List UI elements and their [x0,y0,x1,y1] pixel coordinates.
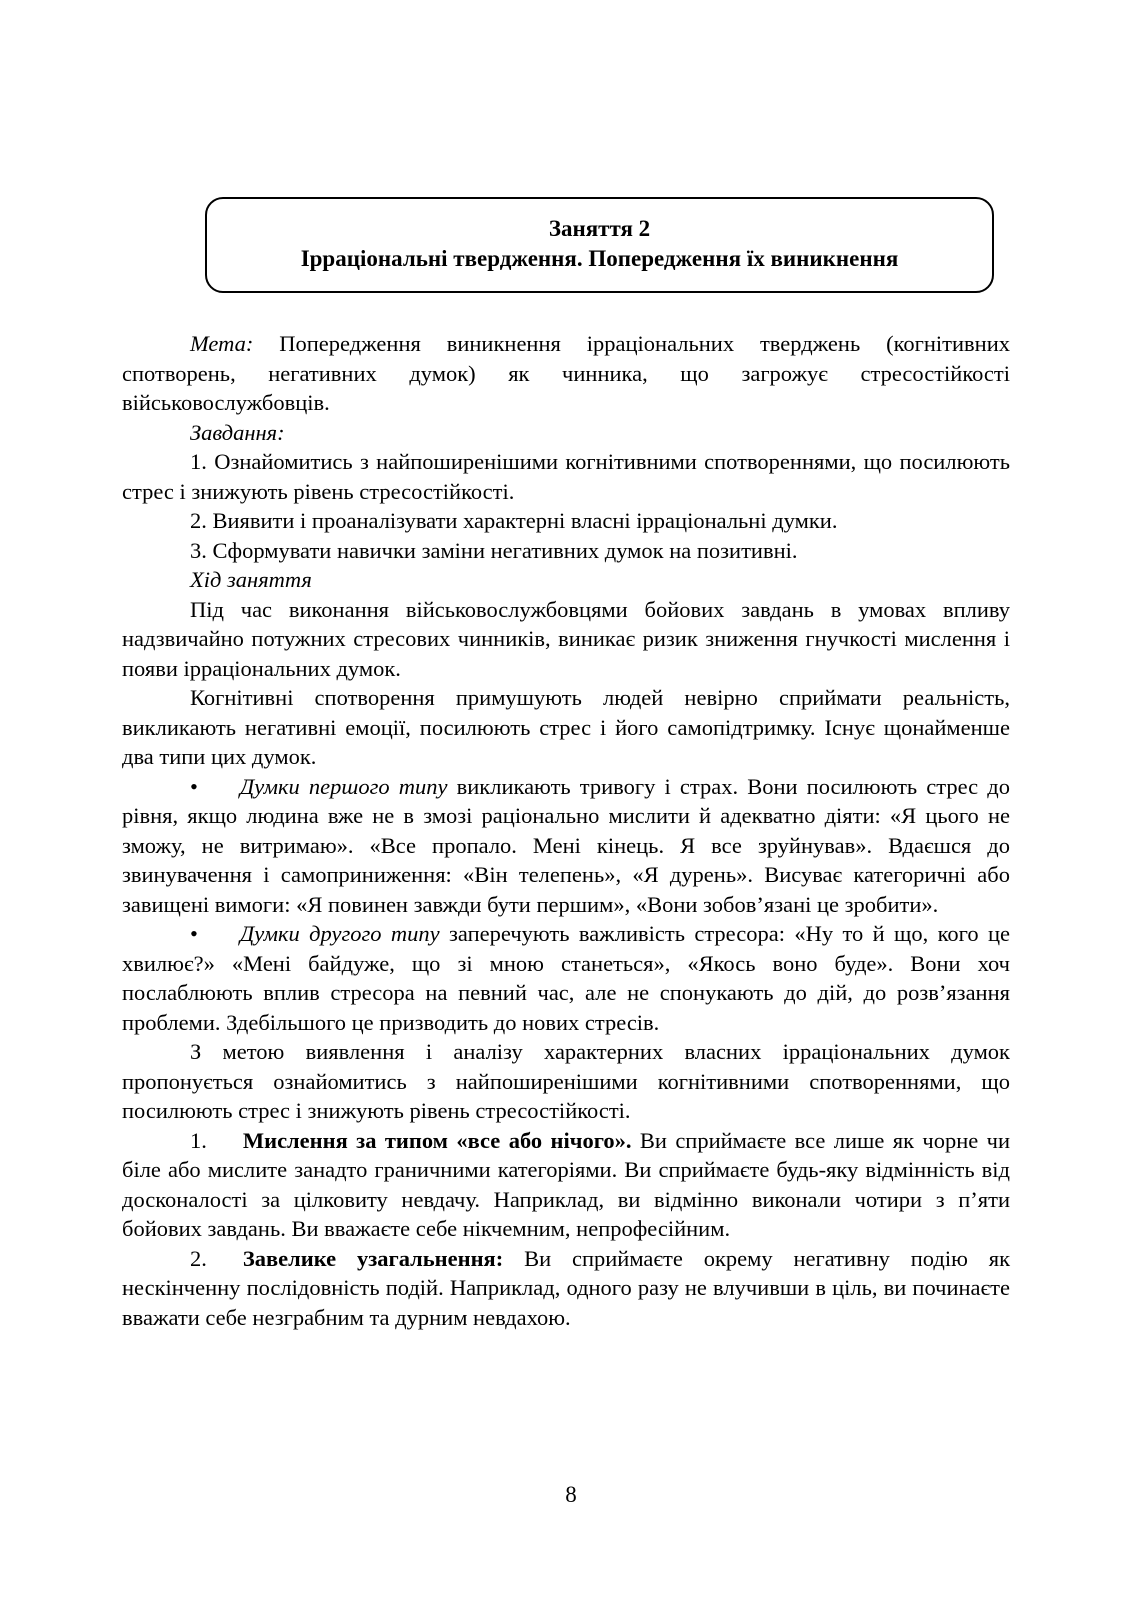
text-run: Мислення за типом «все або нічого». [242,1127,632,1153]
paragraph [122,536,1010,566]
text-run: Під час виконання військовослужбовцями бойових завдань в умовах впливу надзвичайно потужних стресових чинників, виникає ризик зниження гнучкості мислення і появи ірраціональних думок. [122,596,1010,681]
title-line-2: Ірраціональні твердження. Попередження їх виникнення [300,246,899,271]
document-body [122,329,1010,1332]
text-run: 2. Виявити і проаналізувати характерні власні ірраціональні думки. [190,508,838,533]
text-run: 3. Сформувати навички заміни негативних думок на позитивні. [190,537,798,563]
paragraph [122,772,1010,920]
document-content [122,0,1010,1332]
text-run: З метою виявлення і аналізу характерних власних ірраціональних думок пропонується ознайомитись з найпоширенішими когнітивними спотвореннями, що посилюють стрес і знижують рівень стресостійкості. [122,1039,1010,1123]
paragraph [122,1037,1010,1126]
paragraph [122,418,1010,448]
paragraph [122,506,1010,536]
text-run: викликають тривогу і страх. Вони посилюють стрес до рівня, якщо людина вже не в змозі раціонально мислити й адекватно діяти: «Я цього не зможу, не витримаю». «Все пропало. Мені кінець. Я все зруйнував». Вдаєшся до звинувачення і самоприниження: «Він телепень», «Я дурень». Висуває категоричні або завищені вимоги: «Я повинен завжди бути першим», «Вони зобов’язані це зробити». [122,773,1010,917]
paragraph [122,329,1010,418]
text-run: Ви сприймаєте все лише як чорне чи біле або мислите занадто граничними категоріями. Ви сприймаєте будь-яку відмінність від досконалості за цілковиту невдачу. Наприклад, ви відмінно виконали чотири з п’яти бойових завдань. Ви вважаєте себе нікчемним, непрофесійним. [122,1127,1010,1241]
paragraph [122,683,1010,772]
text-run: 1. [190,1127,207,1153]
text-run: Хід заняття [190,567,312,592]
paragraph [122,447,1010,506]
title-line-1: Заняття 2 [548,216,651,241]
text-run: 1. Ознайомитись з найпоширенішими когнітивними спотвореннями, що посилюють стрес і знижують рівень стресостійкості. [122,449,1010,504]
text-run: 2. [190,1245,207,1271]
paragraph [122,919,1010,1037]
page-number: 8 [565,1482,577,1507]
text-run: Ви сприймаєте окрему негативну подію як нескінченну послідовність подій. Наприклад, одного разу не влучивши в ціль, ви починаєте вважати себе незграбним та дурним невдахою. [122,1245,1010,1330]
paragraph [122,565,1010,595]
text-run: Думки першого типу [239,773,448,799]
text-run: Думки другого типу [239,921,440,946]
text-run: Завелике узагальнення: [242,1245,504,1271]
title-box [205,197,994,293]
text-run: Попередження виникнення ірраціональних тверджень (когнітивних спотворень, негативних думок) як чинника, що загрожує стресостійкості військовослужбовців. [122,331,1010,415]
bullet-marker: • [190,773,198,799]
text-run: Мета: [190,331,280,356]
bullet-marker: • [190,921,198,946]
text-run: заперечують важливість стресора: «Ну то й що, кого це хвилює?» «Мені байдуже, що зі мною станеться», «Якось воно буде». Вони хоч послаблюють вплив стресора на певний час, але не спонукають до дій, до розв’язання проблеми. Здебільшого це призводить до нових стресів. [122,921,1010,1035]
paragraph [122,1244,1010,1333]
text-run: Когнітивні спотворення примушують людей невірно сприймати реальність, викликають негативні емоції, посилюють стрес і його самопідтримку. Існує щонайменше два типи цих думок. [122,685,1010,769]
text-run: Завдання: [190,419,285,445]
paragraph [122,595,1010,684]
paragraph [122,1126,1010,1244]
